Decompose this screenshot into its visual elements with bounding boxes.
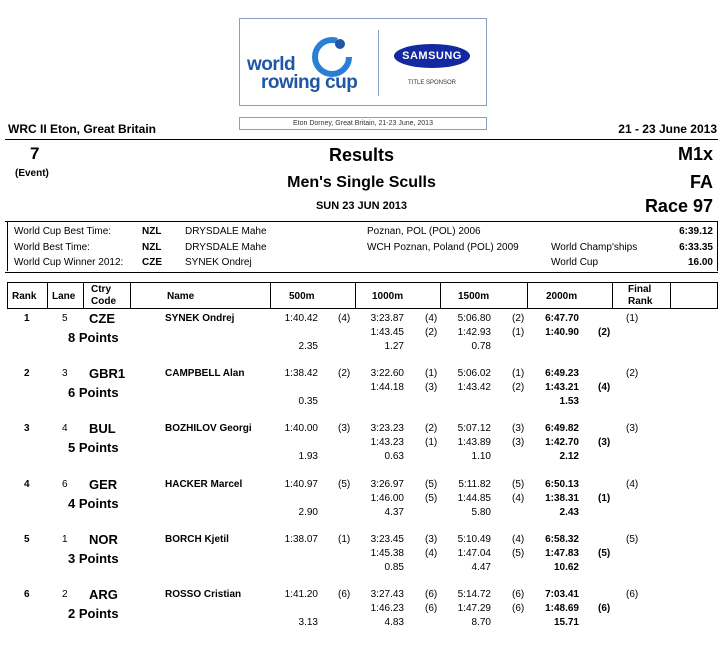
split-1500m-segment-rank: (4) (512, 493, 525, 504)
row-athlete-name: ROSSO Cristian (165, 589, 242, 600)
split-1500m-segment-rank: (2) (512, 382, 525, 393)
split-1500m-diff: 0.78 (471, 341, 491, 352)
venue-strip: Eton Dorney, Great Britain, 21-23 June, 2013 (239, 117, 487, 130)
split-1500m-rank: (1) (512, 368, 525, 379)
record-holder: SYNEK Ondrej (185, 257, 252, 268)
split-1500m-segment-rank: (5) (512, 548, 525, 559)
split-1500m-segment: 1:47.04 (457, 548, 491, 559)
split-1000m-time: 3:26.97 (370, 479, 404, 490)
split-1000m-segment-rank: (5) (425, 493, 438, 504)
row-lane: 2 (62, 589, 68, 600)
finish-segment: 1:43.21 (545, 382, 579, 393)
split-1500m-diff: 5.80 (471, 507, 491, 518)
record-time: 16.00 (687, 257, 713, 268)
record-time: 6:39.12 (679, 226, 713, 237)
finish-segment-rank: (1) (598, 493, 611, 504)
record-place: Poznan, POL (POL) 2006 (367, 226, 481, 237)
col-divider (670, 282, 671, 309)
record-country: NZL (142, 242, 162, 253)
split-1500m-rank: (5) (512, 479, 525, 490)
col-code: Code (91, 296, 116, 307)
split-1500m-rank: (4) (512, 534, 525, 545)
logo-line-2: rowing cup (261, 72, 358, 93)
col-divider (612, 282, 613, 309)
finish-diff: 2.12 (559, 451, 579, 462)
row-points: 2 Points (68, 606, 119, 621)
record-country: NZL (142, 226, 162, 237)
split-500m-diff: 1.93 (298, 451, 318, 462)
finish-diff: 2.43 (559, 507, 579, 518)
split-1000m-rank: (5) (425, 479, 438, 490)
final-rank: (2) (626, 368, 639, 379)
split-1000m-diff: 0.63 (384, 451, 404, 462)
finish-segment-rank: (4) (598, 382, 611, 393)
finish-time: 6:49.23 (545, 368, 579, 379)
split-1500m-segment-rank: (3) (512, 437, 525, 448)
logo-line-1: world (247, 54, 296, 75)
final-rank: (6) (626, 589, 639, 600)
split-1000m-segment-rank: (2) (425, 327, 438, 338)
col-name: Name (167, 291, 195, 302)
split-500m-time: 1:40.00 (284, 423, 318, 434)
record-country: CZE (142, 257, 162, 268)
finish-segment: 1:48.69 (545, 603, 579, 614)
row-lane: 1 (62, 534, 68, 545)
split-1500m-diff: 8.70 (471, 617, 491, 628)
split-500m-rank: (1) (338, 534, 351, 545)
final-rank: (5) (626, 534, 639, 545)
world-rowing-cup-logo (247, 34, 373, 98)
split-500m-diff: 0.35 (298, 396, 318, 407)
split-500m-rank: (6) (338, 589, 351, 600)
logo-divider (378, 30, 379, 96)
finish-time: 6:58.32 (545, 534, 579, 545)
col-divider (270, 282, 271, 309)
row-lane: 4 (62, 423, 68, 434)
col-divider (47, 282, 48, 309)
split-500m-time: 1:41.20 (284, 589, 318, 600)
split-1500m-segment: 1:43.89 (457, 437, 491, 448)
row-points: 3 Points (68, 551, 119, 566)
row-rank: 3 (24, 423, 30, 434)
row-country: BUL (89, 421, 116, 436)
col-500m: 500m (289, 291, 315, 302)
split-1000m-time: 3:23.45 (370, 534, 404, 545)
col-final-rank: Rank (628, 296, 653, 307)
regatta-dates: 21 - 23 June 2013 (618, 122, 717, 136)
split-1500m-time: 5:14.72 (457, 589, 491, 600)
records-bottom-rule (5, 272, 718, 273)
split-1000m-segment-rank: (6) (425, 603, 438, 614)
split-500m-time: 1:40.97 (284, 479, 318, 490)
col-1500m: 1500m (458, 291, 490, 302)
col-divider (355, 282, 356, 309)
col-ctry: Ctry (91, 284, 112, 295)
regatta-name: WRC II Eton, Great Britain (8, 122, 157, 136)
split-500m-diff: 3.13 (298, 617, 318, 628)
split-500m-time: 1:38.07 (284, 534, 318, 545)
record-extra-label: World Cup (551, 257, 599, 268)
split-1500m-time: 5:11.82 (458, 479, 491, 490)
sponsor-caption: TITLE SPONSOR (407, 80, 456, 86)
record-label: World Cup Winner 2012: (14, 257, 124, 268)
event-caption: (Event) (15, 168, 49, 179)
split-1000m-rank: (2) (425, 423, 438, 434)
row-rank: 1 (24, 313, 30, 324)
finish-segment-rank: (2) (598, 327, 611, 338)
col-2000m: 2000m (546, 291, 578, 302)
row-points: 6 Points (68, 385, 119, 400)
record-holder: DRYSDALE Mahe (185, 226, 267, 237)
split-1000m-segment: 1:46.00 (370, 493, 404, 504)
split-1000m-segment: 1:44.18 (370, 382, 404, 393)
col-divider (130, 282, 131, 309)
finish-segment-rank: (3) (598, 437, 611, 448)
row-athlete-name: BORCH Kjetil (165, 534, 229, 545)
row-athlete-name: HACKER Marcel (165, 479, 243, 490)
race-date: SUN 23 JUN 2013 (315, 200, 408, 212)
header-rule (5, 139, 718, 140)
split-1000m-rank: (1) (425, 368, 438, 379)
finish-time: 6:50.13 (545, 479, 579, 490)
record-extra-label: World Champ'ships (551, 242, 638, 253)
split-1000m-diff: 1.27 (384, 341, 404, 352)
split-1500m-diff: 4.47 (471, 562, 491, 573)
col-final: Final (628, 284, 652, 295)
split-1000m-segment: 1:45.38 (370, 548, 404, 559)
split-1500m-segment: 1:44.85 (457, 493, 491, 504)
split-1000m-time: 3:23.87 (370, 313, 404, 324)
split-1500m-segment-rank: (6) (512, 603, 525, 614)
event-number: 7 (30, 144, 40, 163)
split-500m-time: 1:40.42 (284, 313, 318, 324)
split-1500m-segment: 1:42.93 (457, 327, 491, 338)
split-1000m-time: 3:27.43 (370, 589, 404, 600)
col-lane: Lane (52, 291, 76, 302)
row-country: ARG (89, 587, 118, 602)
split-1000m-segment-rank: (4) (425, 548, 438, 559)
split-1000m-rank: (6) (425, 589, 438, 600)
final-rank: (4) (626, 479, 639, 490)
final-rank: (3) (626, 423, 639, 434)
split-1500m-diff: 1.10 (471, 451, 491, 462)
split-1500m-rank: (6) (512, 589, 525, 600)
record-holder: DRYSDALE Mahe (185, 242, 267, 253)
record-time: 6:33.35 (679, 242, 713, 253)
split-1000m-segment-rank: (3) (425, 382, 438, 393)
split-1500m-segment: 1:47.29 (457, 603, 491, 614)
col-divider (527, 282, 528, 309)
row-athlete-name: BOZHILOV Georgi (165, 423, 252, 434)
finish-diff: 15.71 (553, 617, 579, 628)
row-lane: 3 (62, 368, 68, 379)
row-rank: 4 (24, 479, 30, 490)
event-code: M1x (677, 144, 713, 164)
finish-time: 6:49.82 (545, 423, 579, 434)
split-1000m-rank: (4) (425, 313, 438, 324)
row-points: 4 Points (68, 496, 119, 511)
finish-segment: 1:40.90 (545, 327, 579, 338)
split-1000m-diff: 0.85 (384, 562, 404, 573)
split-1500m-segment: 1:43.42 (457, 382, 491, 393)
finish-segment: 1:42.70 (545, 437, 579, 448)
split-1000m-segment: 1:43.23 (370, 437, 404, 448)
row-country: GBR1 (89, 366, 126, 381)
row-athlete-name: SYNEK Ondrej (165, 313, 235, 324)
row-rank: 2 (24, 368, 30, 379)
finish-diff: 1.53 (559, 396, 579, 407)
split-1000m-diff: 4.37 (384, 507, 404, 518)
col-rank: Rank (12, 291, 37, 302)
row-country: GER (89, 477, 118, 492)
finish-segment: 1:38.31 (545, 493, 579, 504)
split-500m-rank: (2) (338, 368, 351, 379)
split-1000m-segment: 1:43.45 (370, 327, 404, 338)
row-athlete-name: CAMPBELL Alan (165, 368, 245, 379)
split-1000m-time: 3:22.60 (370, 368, 404, 379)
split-1500m-time: 5:10.49 (457, 534, 491, 545)
row-lane: 5 (62, 313, 68, 324)
split-1000m-segment: 1:46.23 (370, 603, 404, 614)
record-label: World Best Time: (14, 242, 90, 253)
finish-diff: 10.62 (553, 562, 579, 573)
split-1500m-time: 5:07.12 (457, 423, 491, 434)
row-country: CZE (89, 311, 115, 326)
split-1500m-time: 5:06.02 (457, 368, 491, 379)
row-points: 5 Points (68, 440, 119, 455)
split-500m-diff: 2.90 (298, 507, 318, 518)
split-500m-diff: 2.35 (298, 341, 318, 352)
split-1000m-time: 3:23.23 (370, 423, 404, 434)
event-name: Men's Single Sculls (287, 174, 436, 191)
finish-segment-rank: (5) (598, 548, 611, 559)
split-1500m-rank: (3) (512, 423, 525, 434)
split-1000m-rank: (3) (425, 534, 438, 545)
split-1500m-time: 5:06.80 (457, 313, 491, 324)
split-500m-rank: (3) (338, 423, 351, 434)
document-title: Results (328, 145, 395, 165)
row-points: 8 Points (68, 330, 119, 345)
row-country: NOR (89, 532, 118, 547)
row-rank: 5 (24, 534, 30, 545)
split-1500m-rank: (2) (512, 313, 525, 324)
finish-time: 6:47.70 (545, 313, 579, 324)
finish-segment-rank: (6) (598, 603, 611, 614)
split-1000m-diff: 4.83 (384, 617, 404, 628)
split-1000m-segment-rank: (1) (425, 437, 438, 448)
race-number: Race 97 (644, 196, 713, 216)
record-label: World Cup Best Time: (14, 226, 112, 237)
col-divider (440, 282, 441, 309)
final-rank: (1) (626, 313, 639, 324)
split-500m-rank: (5) (338, 479, 351, 490)
col-divider (83, 282, 84, 309)
row-lane: 6 (62, 479, 68, 490)
sponsor-brand: SAMSUNG (402, 50, 462, 62)
record-place: WCH Poznan, Poland (POL) 2009 (367, 242, 519, 253)
row-rank: 6 (24, 589, 30, 600)
split-1500m-segment-rank: (1) (512, 327, 525, 338)
finish-time: 7:03.41 (545, 589, 579, 600)
col-1000m: 1000m (372, 291, 404, 302)
final-code: FA (689, 172, 713, 192)
finish-segment: 1:47.83 (545, 548, 579, 559)
split-500m-time: 1:38.42 (284, 368, 318, 379)
split-500m-rank: (4) (338, 313, 351, 324)
